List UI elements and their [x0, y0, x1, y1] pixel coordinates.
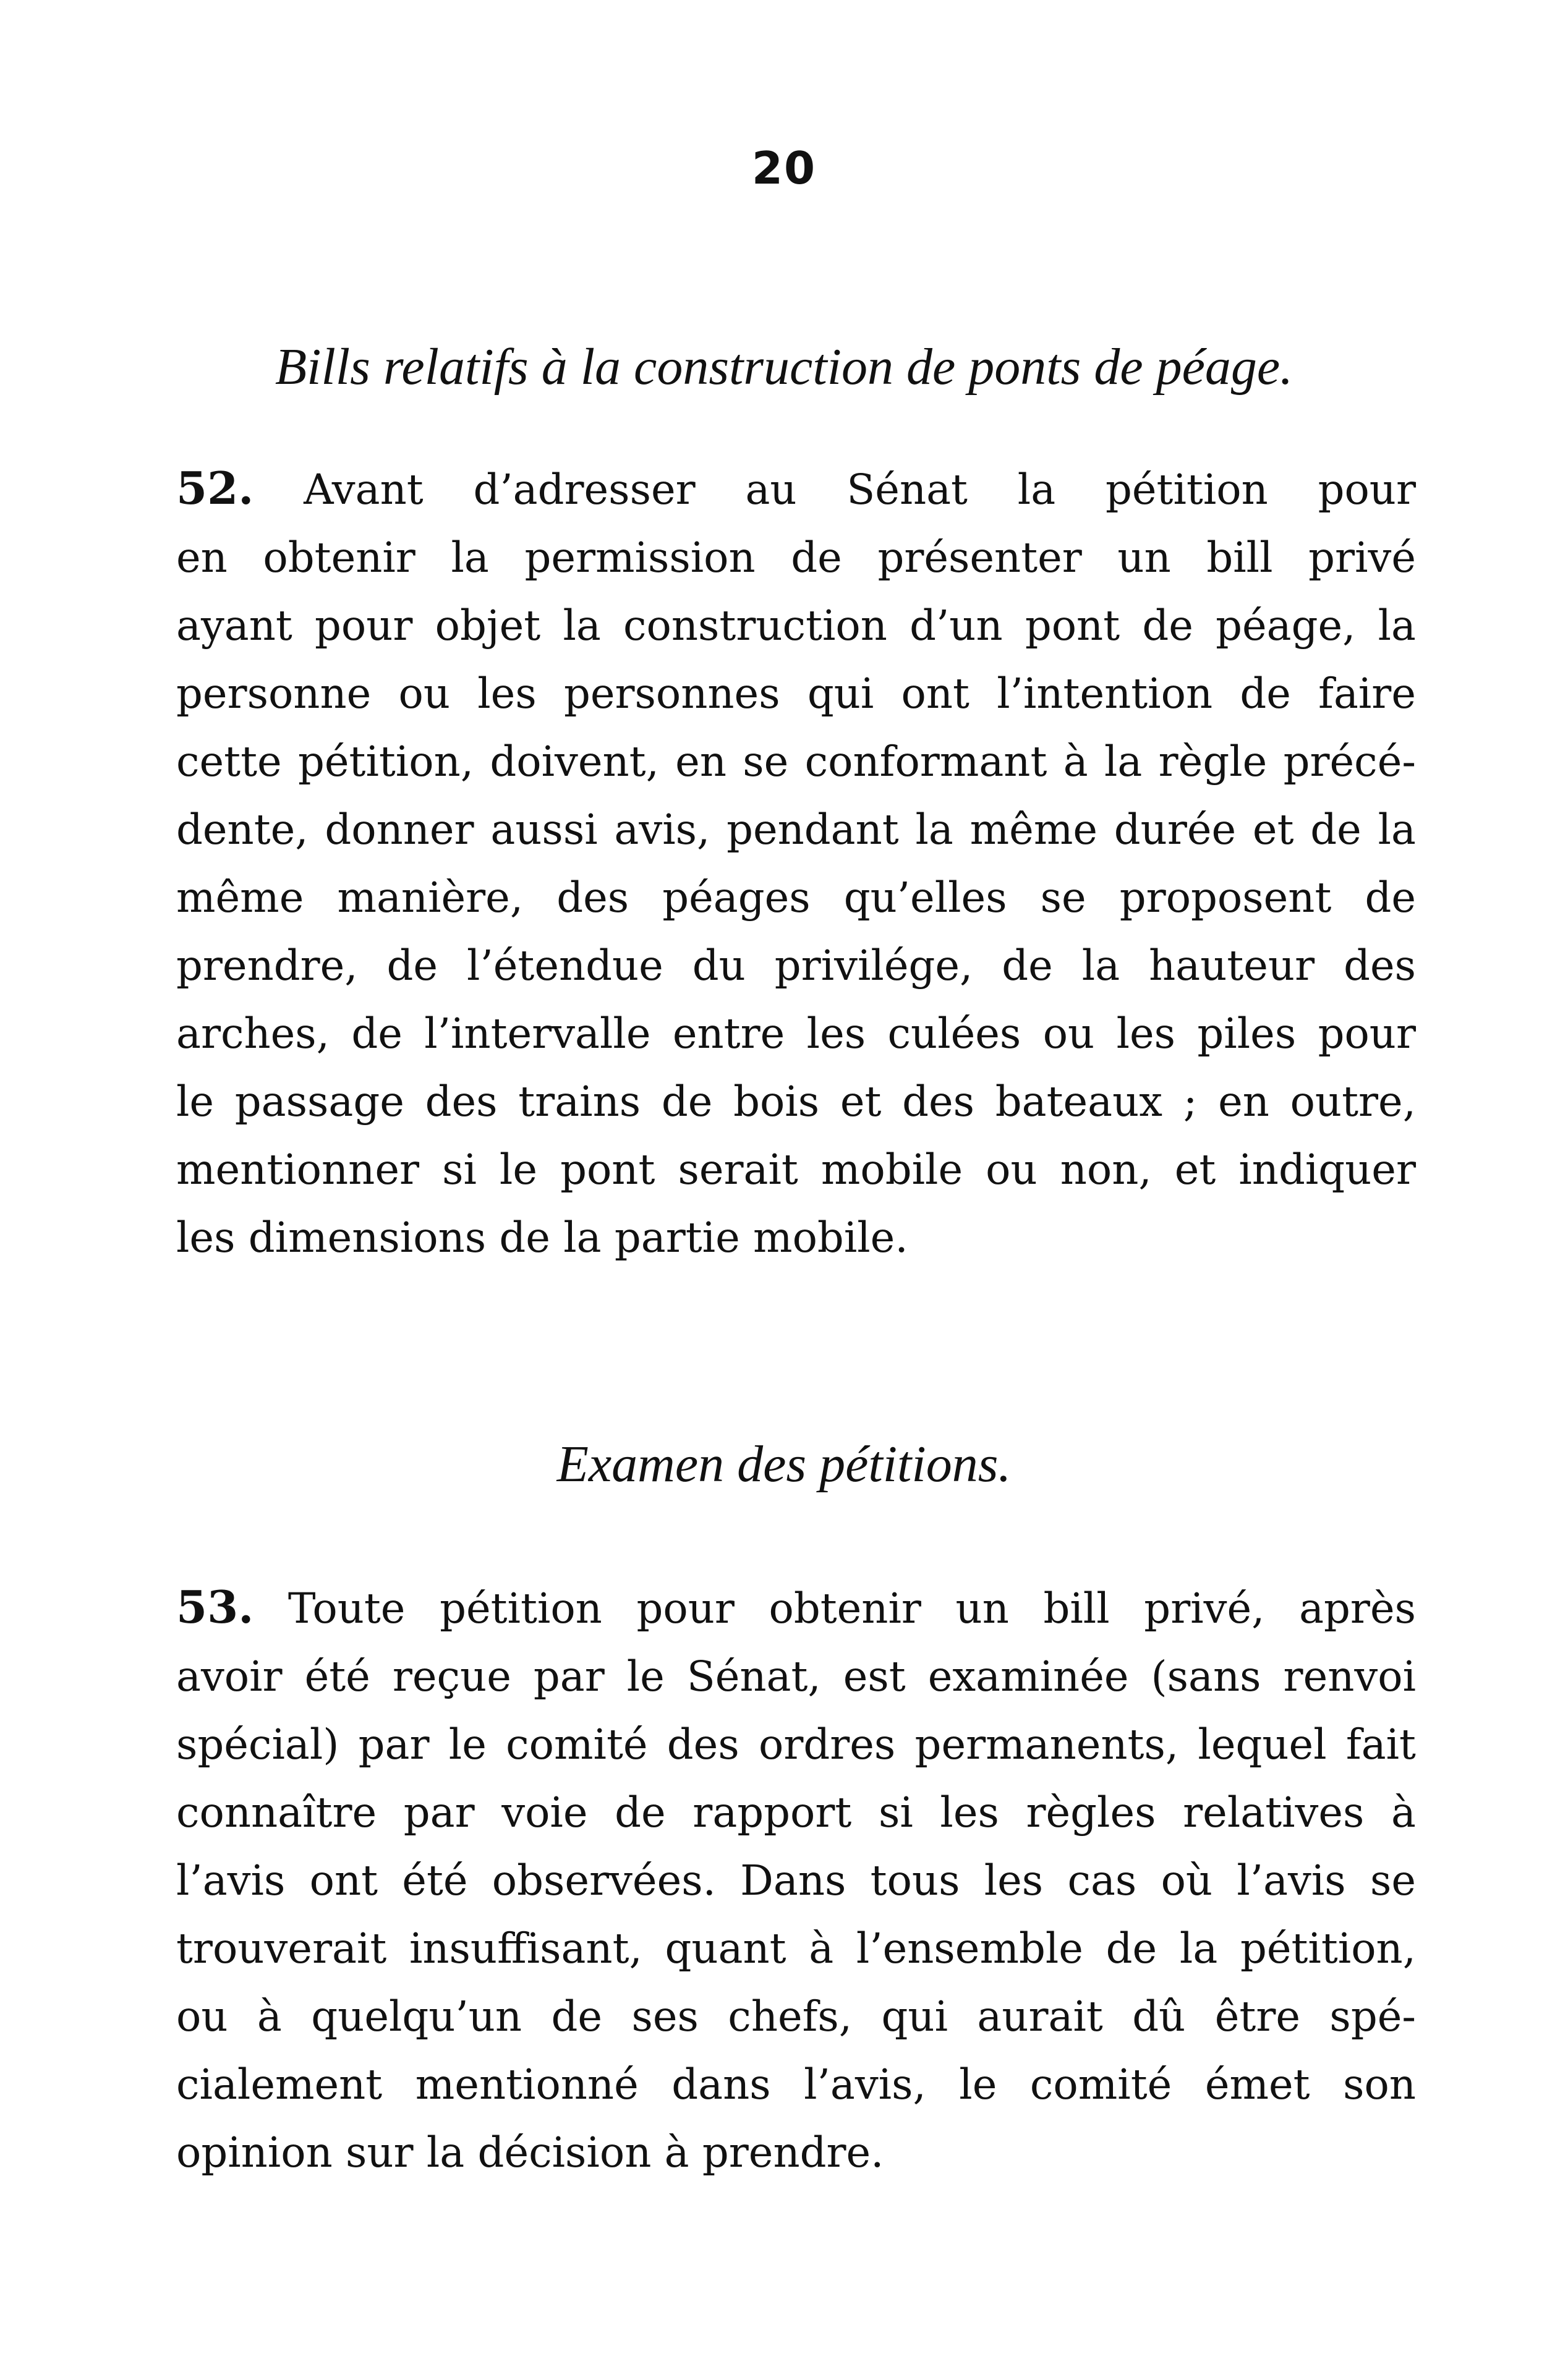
paragraph-line: avoir été reçue par le Sénat, est examinée (sans renvoi [176, 1652, 1416, 1701]
paragraph-line: les dimensions de la partie mobile. [176, 1213, 908, 1262]
paragraph-line: opinion sur la décision à prendre. [176, 2128, 884, 2177]
paragraph-number: 52. [176, 462, 254, 514]
paragraph-line: trouverait insuffisant, quant à l’ensemble de la pétition, [176, 1924, 1416, 1973]
paragraph-line: l’avis ont été observées. Dans tous les cas où l’avis se [176, 1856, 1416, 1905]
paragraph-line: connaître par voie de rapport si les règles relatives à [176, 1788, 1416, 1837]
paragraph-line: le passage des trains de bois et des bateaux ; en outre, [176, 1077, 1416, 1126]
line-text: Avant d’adresser au Sénat la pétition pour [304, 465, 1416, 514]
paragraph-line: personne ou les personnes qui ont l’intention de faire [176, 669, 1416, 718]
section-heading-examen: Examen des pétitions. [556, 1435, 1012, 1493]
paragraph-line [176, 454, 1416, 524]
paragraph-line: ou à quelqu’un de ses chefs, qui aurait dû être spé- [176, 1992, 1416, 2041]
paragraph-line: cette pétition, doivent, en se conformant à la règle précé- [176, 737, 1416, 786]
section-heading-bills: Bills relatifs à la construction de ponts de péage. [275, 338, 1293, 396]
paragraph-line: ayant pour objet la construction d’un pont de péage, la [176, 601, 1416, 650]
paragraph-52 [176, 454, 1416, 1272]
page-number: 20 [751, 142, 817, 194]
paragraph-number: 53. [176, 1581, 254, 1633]
paragraph-line: arches, de l’intervalle entre les culées ou les piles pour [176, 1009, 1416, 1058]
paragraph-line [176, 1573, 1416, 1643]
paragraph-line: en obtenir la permission de présenter un bill privé [176, 533, 1416, 582]
paragraph-line: dente, donner aussi avis, pendant la même durée et de la [176, 805, 1416, 854]
paragraph-line: cialement mentionné dans l’avis, le comité émet son [176, 2060, 1416, 2109]
line-text: Toute pétition pour obtenir un bill privé, après [288, 1584, 1416, 1633]
paragraph-line: prendre, de l’étendue du privilége, de la hauteur des [176, 941, 1416, 990]
paragraph-line: même manière, des péages qu’elles se proposent de [176, 873, 1416, 922]
paragraph-53 [176, 1573, 1416, 2187]
paragraph-line: mentionner si le pont serait mobile ou non, et indiquer [176, 1145, 1416, 1194]
paragraph-line: spécial) par le comité des ordres permanents, lequel fait [176, 1720, 1416, 1769]
